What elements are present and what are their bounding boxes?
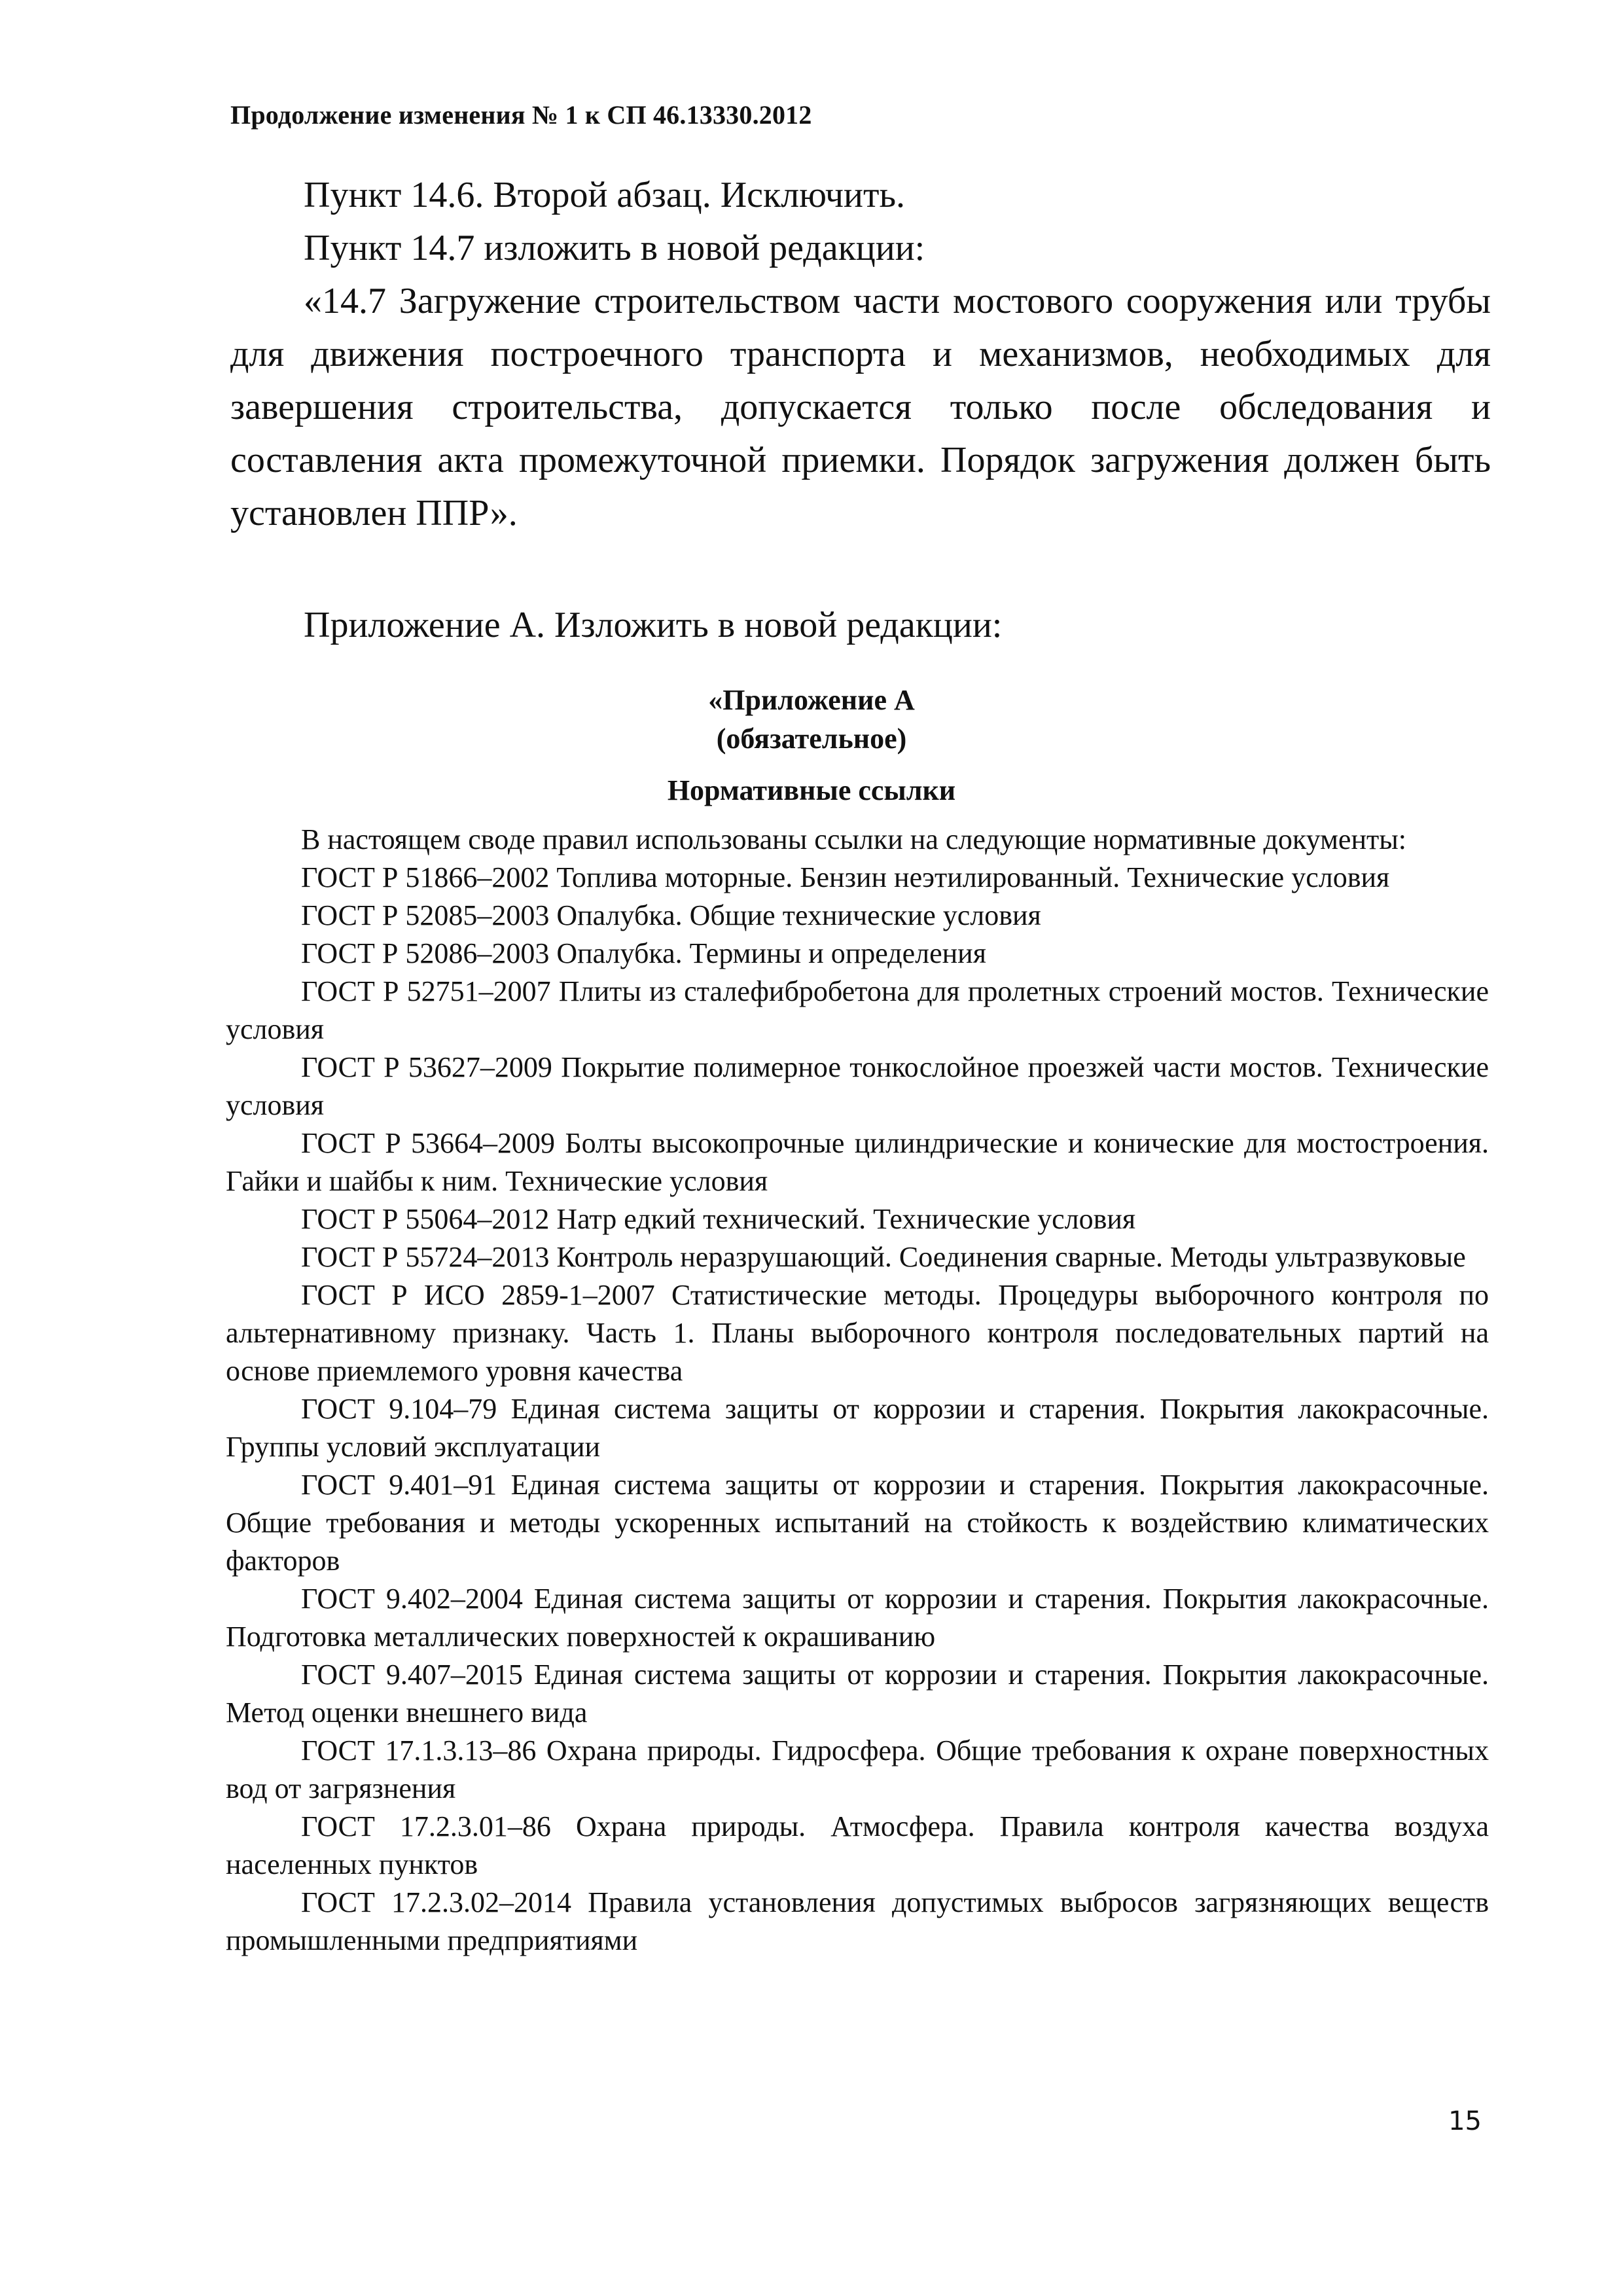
reference-item: ГОСТ Р 53627–2009 Покрытие полимерное тонкослойное проезжей части мостов. Технические условия <box>226 1051 1489 1121</box>
reference-item: ГОСТ 17.1.3.13–86 Охрана природы. Гидросфера. Общие требования к охране поверхностных вод от загрязнения <box>226 1734 1489 1804</box>
appendix-heading: Нормативные ссылки <box>667 774 956 806</box>
reference-item: ГОСТ 9.401–91 Единая система защиты от коррозии и старения. Покрытия лакокрасочные. Общие требования и методы ускоренных испытаний на стойкость к воздействию климатических факторов <box>226 1469 1489 1577</box>
page-number: 15 <box>1448 2106 1482 2136</box>
appendix-instruction: Приложение А. Изложить в новой редакции: <box>304 605 1003 645</box>
clause-14-7-line: Пункт 14.7 изложить в новой редакции: <box>304 228 925 268</box>
appendix-status: (обязательное) <box>716 723 907 755</box>
reference-item: ГОСТ 9.407–2015 Единая система защиты от коррозии и старения. Покрытия лакокрасочные. Метод оценки внешнего вида <box>226 1659 1489 1729</box>
reference-item: ГОСТ Р 51866–2002 Топлива моторные. Бензин неэтилированный. Технические условия <box>301 861 1390 893</box>
running-header: Продолжение изменения № 1 к СП 46.13330.2012 <box>230 100 812 130</box>
reference-item: ГОСТ 9.402–2004 Единая система защиты от коррозии и старения. Покрытия лакокрасочные. Подготовка металлических поверхностей к окрашиванию <box>226 1583 1489 1653</box>
reference-item: ГОСТ Р 55724–2013 Контроль неразрушающий. Соединения сварные. Методы ультразвуковые <box>301 1241 1466 1273</box>
reference-item: ГОСТ Р 52751–2007 Плиты из сталефибробетона для пролетных строений мостов. Технические условия <box>226 975 1489 1045</box>
amendment-intro <box>230 169 1491 540</box>
reference-item: ГОСТ 17.2.3.02–2014 Правила установления допустимых выбросов загрязняющих веществ промышленными предприятиями <box>226 1886 1489 1956</box>
references-lead: В настоящем своде правил использованы ссылки на следующие нормативные документы: <box>301 823 1407 855</box>
reference-item: ГОСТ 17.2.3.01–86 Охрана природы. Атмосфера. Правила контроля качества воздуха населенных пунктов <box>226 1810 1489 1880</box>
clause-14-7-text: «14.7 Загружение строительством части мостового сооружения или трубы для движения построечного транспорта и механизмов, необходимых для завершения строительства, допускается только после обследования и составления акта промежуточной приемки. Порядок загружения должен быть установлен ППР». <box>230 281 1491 533</box>
reference-item: ГОСТ Р 55064–2012 Натр едкий технический. Технические условия <box>301 1203 1136 1235</box>
reference-item: ГОСТ Р 52086–2003 Опалубка. Термины и определения <box>301 937 986 969</box>
references-list <box>226 821 1489 1960</box>
reference-item: ГОСТ Р 52085–2003 Опалубка. Общие технические условия <box>301 899 1041 931</box>
reference-item: ГОСТ Р 53664–2009 Болты высокопрочные цилиндрические и конические для мостостроения. Гайки и шайбы к ним. Технические условия <box>226 1127 1489 1197</box>
reference-item: ГОСТ 9.104–79 Единая система защиты от коррозии и старения. Покрытия лакокрасочные. Группы условий эксплуатации <box>226 1393 1489 1463</box>
reference-item: ГОСТ Р ИСО 2859-1–2007 Статистические методы. Процедуры выборочного контроля по альтернативному признаку. Часть 1. Планы выборочного контроля последовательных партий на основе приемлемого уровня качества <box>226 1279 1489 1387</box>
clause-14-6-line: Пункт 14.6. Второй абзац. Исключить. <box>304 175 905 215</box>
appendix-title: «Приложение А <box>708 684 915 716</box>
